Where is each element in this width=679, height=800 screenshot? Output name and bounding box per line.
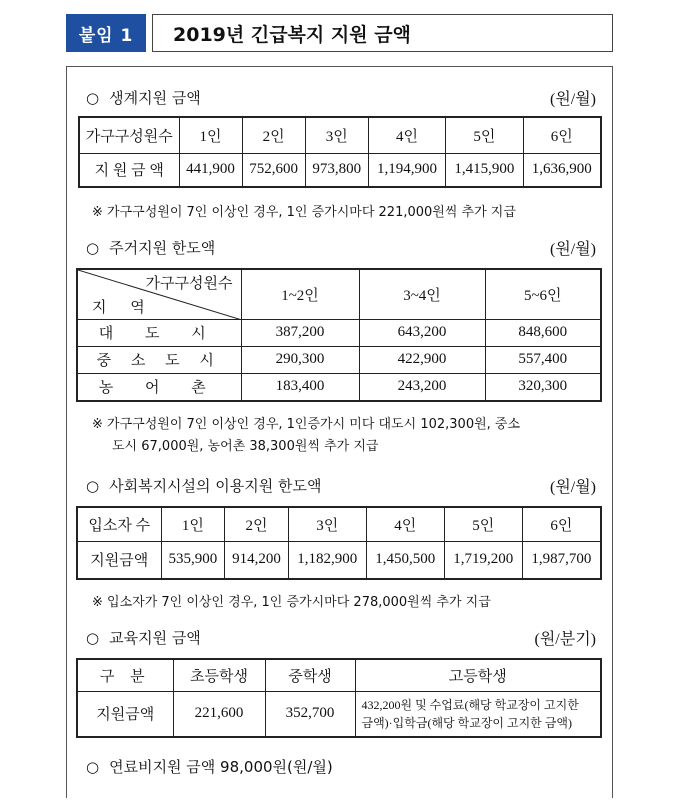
table-cell: 1,987,700 (522, 541, 601, 579)
table-row (79, 117, 601, 153)
table-cell: 243,200 (359, 373, 485, 401)
living-unit: (원/월) (549, 91, 596, 108)
table-header-cell: 초등학생 (173, 659, 265, 691)
living-section-heading (86, 86, 596, 109)
facility-section-title: 사회복지시설의 이용지원 한도액 (109, 477, 322, 495)
fuel-section-title: 연료비지원 금액 98,000원(원/월) (109, 758, 333, 776)
housing-section-heading (86, 236, 596, 259)
table-header-cell: 5~6인 (485, 269, 601, 319)
circle-bullet-icon: ○ (86, 476, 100, 495)
table-header-cell: 구 분 (77, 659, 173, 691)
table-header-cell: 중학생 (265, 659, 355, 691)
table-cell: 557,400 (485, 346, 601, 373)
table-cell: 848,600 (485, 319, 601, 346)
table-cell: 914,200 (225, 541, 289, 579)
table-row (77, 269, 601, 319)
facility-unit: (원/월) (549, 479, 596, 496)
table-row (77, 319, 601, 346)
living-table (78, 116, 602, 188)
high-school-line1: 432,200원 및 수업료(해당 학교장이 고지한 (361, 697, 579, 712)
housing-note-line2: 도시 67,000원, 농어촌 38,300원씩 추가 지급 (112, 439, 379, 454)
housing-note-line1: ※ 가구구성원이 7인 이상인 경우, 1인증가시 미다 대도시 102,300원, 중소 (92, 417, 521, 432)
table-header-cell: 3~4인 (359, 269, 485, 319)
table-header-cell: 4인 (368, 117, 445, 153)
housing-section-title: 주거지원 한도액 (109, 239, 216, 257)
housing-table (76, 268, 602, 402)
table-row (77, 373, 601, 401)
table-cell: 지원금액 (77, 541, 161, 579)
high-school-cell (355, 691, 601, 737)
table-cell: 441,900 (179, 153, 242, 187)
table-cell: 643,200 (359, 319, 485, 346)
table-cell: 1,415,900 (446, 153, 523, 187)
table-cell: 지원금액 (77, 691, 173, 737)
education-unit: (원/분기) (534, 631, 596, 648)
living-section-title: 생계지원 금액 (109, 89, 201, 107)
table-row (77, 691, 601, 737)
table-cell: 752,600 (242, 153, 305, 187)
housing-unit: (원/월) (549, 241, 596, 258)
table-cell: 387,200 (241, 319, 359, 346)
table-header-cell: 고등학생 (355, 659, 601, 691)
table-header-cell: 2인 (225, 507, 289, 541)
table-header-cell: 3인 (305, 117, 368, 153)
table-header-cell: 5인 (444, 507, 522, 541)
table-header-cell: 1~2인 (241, 269, 359, 319)
table-header-cell: 5인 (446, 117, 523, 153)
diagonal-header-cell (77, 269, 241, 319)
table-cell: 1,450,500 (366, 541, 444, 579)
table-cell: 221,600 (173, 691, 265, 737)
education-section-heading (86, 626, 596, 649)
facility-section-heading (86, 474, 596, 497)
table-header-cell: 가구구성원수 (79, 117, 179, 153)
table-row (77, 346, 601, 373)
fuel-section-heading (86, 756, 596, 777)
table-row (77, 507, 601, 541)
table-cell: 973,800 (305, 153, 368, 187)
table-cell: 290,300 (241, 346, 359, 373)
education-section-title: 교육지원 금액 (109, 629, 201, 647)
table-cell: 320,300 (485, 373, 601, 401)
table-cell: 1,194,900 (368, 153, 445, 187)
table-cell: 지 원 금 액 (79, 153, 179, 187)
table-cell: 352,700 (265, 691, 355, 737)
circle-bullet-icon: ○ (86, 238, 100, 257)
facility-note: ※ 입소자가 7인 이상인 경우, 1인 증가시마다 278,000원씩 추가 지급 (92, 595, 491, 610)
table-cell: 농 어 촌 (77, 373, 241, 401)
living-note: ※ 가구구성원이 7인 이상인 경우, 1인 증가시마다 221,000원씩 추가 지급 (92, 205, 516, 220)
table-cell: 422,900 (359, 346, 485, 373)
table-cell: 535,900 (161, 541, 225, 579)
table-header-cell: 입소자 수 (77, 507, 161, 541)
circle-bullet-icon: ○ (86, 88, 100, 107)
table-row (77, 541, 601, 579)
diagonal-bottom-label: 지 역 (92, 299, 155, 316)
table-header-cell: 1인 (179, 117, 242, 153)
table-cell: 183,400 (241, 373, 359, 401)
table-cell: 1,182,900 (288, 541, 366, 579)
table-cell: 중 소 도 시 (77, 346, 241, 373)
education-table (76, 658, 602, 738)
table-header-cell: 6인 (522, 507, 601, 541)
page-header (66, 14, 613, 52)
circle-bullet-icon: ○ (86, 757, 100, 776)
table-header-cell: 3인 (288, 507, 366, 541)
high-school-line2: 금액)·입학금(해당 학교장이 고지한 금액) (361, 715, 572, 730)
circle-bullet-icon: ○ (86, 628, 100, 647)
page-title: 2019년 긴급복지 지원 금액 (152, 14, 613, 52)
table-header-cell: 6인 (523, 117, 601, 153)
table-row (77, 659, 601, 691)
facility-table (76, 506, 602, 580)
table-header-cell: 2인 (242, 117, 305, 153)
table-cell: 1,719,200 (444, 541, 522, 579)
attachment-badge: 붙임 1 (66, 14, 146, 52)
table-cell: 1,636,900 (523, 153, 601, 187)
table-row (79, 153, 601, 187)
table-header-cell: 1인 (161, 507, 225, 541)
table-cell: 대 도 시 (77, 319, 241, 346)
diagonal-top-label: 가구구성원수 (145, 276, 233, 292)
table-header-cell: 4인 (366, 507, 444, 541)
